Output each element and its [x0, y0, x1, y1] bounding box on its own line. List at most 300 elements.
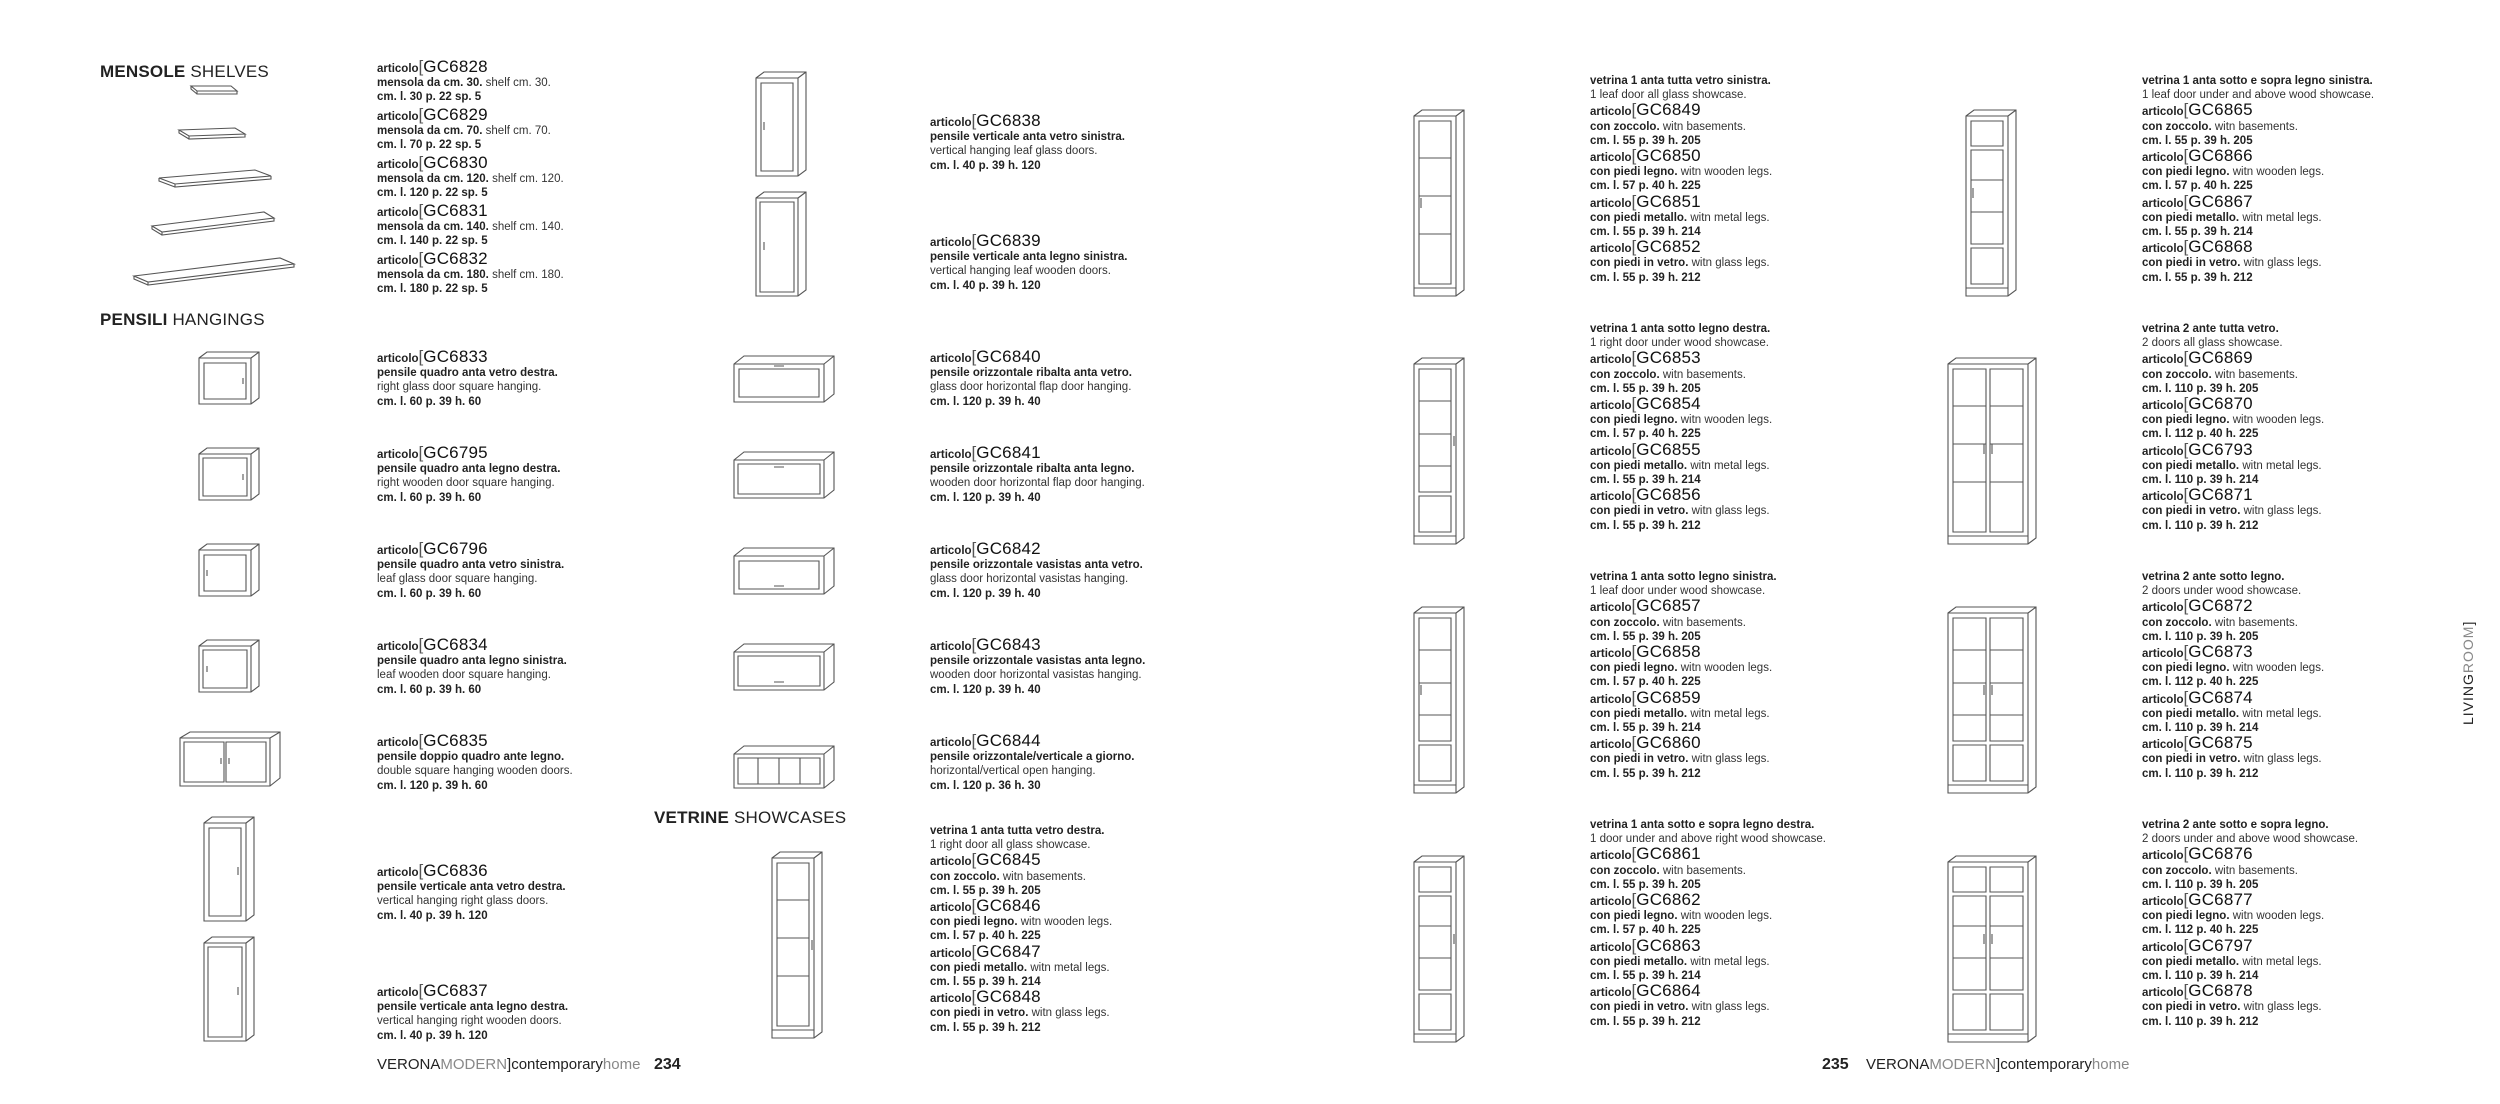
description-it: pensile verticale anta legno sinistra. [930, 251, 1128, 264]
description-it: con piedi in vetro. [1590, 505, 1689, 518]
article-code: GC6855 [1636, 439, 1701, 459]
description-en: leaf glass door square hanging. [377, 573, 538, 586]
article-prefix: articolo [2142, 648, 2184, 661]
showcase-entry [1590, 100, 1772, 148]
showcase-under-wood-left-drawing [1410, 605, 1470, 799]
article-prefix: articolo [2142, 491, 2184, 504]
group-title: vetrina 1 anta sotto legno sinistra. [1590, 571, 1777, 583]
article-code: GC6860 [1636, 733, 1701, 753]
bracket: [ [1631, 935, 1637, 955]
article-prefix: articolo [930, 353, 972, 365]
description-en: witn glass legs. [1688, 1001, 1770, 1014]
showcase-entry [1590, 439, 1772, 488]
dimensions: cm. l. 110 p. 39 h. 205 [2142, 630, 2259, 643]
bracket: [ [1631, 237, 1637, 257]
description-en: witn metal legs. [2239, 211, 2322, 224]
description-en: vertical hanging right wooden doors. [377, 1015, 562, 1028]
description-en: witn glass legs. [1028, 1007, 1110, 1020]
article-code: GC6859 [1636, 687, 1701, 707]
product-entry [377, 249, 564, 297]
shelf-70-drawing [175, 126, 265, 146]
group-subtitle: 1 leaf door under wood showcase. [1590, 585, 1766, 598]
shelf-180-drawing [130, 254, 300, 294]
description-it: pensile quadro anta legno destra. [377, 463, 561, 476]
showcase-glass-left-drawing [1410, 108, 1470, 302]
article-prefix: articolo [1590, 243, 1632, 256]
dimensions: cm. l. 60 p. 39 h. 60 [377, 683, 482, 696]
brand-verona: VERONA [377, 1056, 441, 1073]
article-code: GC6862 [1636, 890, 1701, 910]
description-it: con zoccolo. [2142, 368, 2212, 381]
article-code: GC6853 [1636, 348, 1701, 368]
description-en: witn glass legs. [2240, 505, 2322, 518]
article-code: GC6836 [423, 861, 488, 880]
description-en: witn wooden legs. [1677, 166, 1773, 179]
bracket: [ [1631, 191, 1637, 211]
bracket: [ [2183, 191, 2189, 211]
description-it: mensola da cm. 140. [377, 221, 489, 234]
article-prefix: articolo [1590, 648, 1632, 661]
bracket: [ [1631, 687, 1637, 707]
bracket: [ [418, 201, 424, 220]
showcase-entry [2142, 981, 2358, 1029]
description-it: con zoccolo. [2142, 616, 2212, 629]
article-prefix: articolo [930, 545, 972, 557]
bracket: [ [1631, 348, 1637, 368]
description-en: witn wooden legs. [1677, 662, 1773, 675]
article-prefix: articolo [1590, 602, 1632, 615]
bracket: [ [418, 347, 424, 366]
article-prefix: articolo [930, 737, 972, 749]
group-subtitle: 1 door under and above right wood showcase. [1590, 833, 1826, 846]
dimensions: cm. l. 120 p. 36 h. 30 [930, 779, 1041, 792]
description-it: con zoccolo. [930, 870, 1000, 883]
product-entry [377, 635, 567, 697]
section-title-bold: MENSOLE [100, 62, 186, 81]
description-en: witn basements. [2211, 616, 2298, 629]
article-prefix: articolo [377, 867, 419, 879]
description-en: witn wooden legs. [2229, 662, 2325, 675]
dimensions: cm. l. 55 p. 39 h. 212 [2142, 271, 2253, 284]
showcase-group [2142, 74, 2374, 285]
square-hanging-glass-left-drawing [195, 542, 265, 602]
bracket: [ [2183, 687, 2189, 707]
article-code: GC6842 [976, 539, 1041, 558]
description-it: con piedi metallo. [1590, 955, 1688, 968]
description-en: witn glass legs. [1688, 505, 1770, 518]
bracket: [ [2183, 844, 2189, 864]
description-en: shelf cm. 30. [482, 77, 551, 90]
vertical-hanging-wood-right-drawing [200, 935, 260, 1047]
article-code: GC6868 [2188, 237, 2253, 257]
description-en: witn basements. [1659, 120, 1746, 133]
description-it: con piedi in vetro. [930, 1007, 1029, 1020]
showcase-entry [2142, 642, 2325, 690]
showcase-entry [1590, 394, 1773, 442]
description-en: witn basements. [1659, 616, 1746, 629]
article-prefix: articolo [930, 117, 972, 129]
article-code: GC6872 [2188, 596, 2253, 616]
bracket: [ [1631, 844, 1637, 864]
article-code: GC6861 [1636, 844, 1701, 864]
bracket: [ [1631, 439, 1637, 459]
showcase-entry [2142, 596, 2324, 644]
product-entry [377, 347, 558, 409]
article-prefix: articolo [377, 353, 419, 365]
article-prefix: articolo [930, 902, 972, 915]
description-en: glass door horizontal flap door hanging. [930, 381, 1132, 394]
showcase-entry [2142, 687, 2324, 736]
description-en: vertical hanging leaf glass doors. [930, 145, 1098, 158]
article-prefix: articolo [1590, 152, 1632, 165]
dimensions: cm. l. 110 p. 39 h. 212 [2142, 767, 2259, 780]
product-entry [377, 201, 564, 249]
description-en: witn glass legs. [2240, 1001, 2322, 1014]
dimensions: cm. l. 60 p. 39 h. 60 [377, 587, 482, 600]
article-code: GC6851 [1636, 191, 1701, 211]
bracket: [ [971, 539, 977, 558]
showcase-group [2142, 322, 2324, 533]
product-entry [930, 635, 1146, 697]
group-title: vetrina 2 ante tutta vetro. [2142, 323, 2279, 335]
brand-home: home [602, 1056, 641, 1073]
article-code: GC6845 [976, 850, 1041, 870]
description-en: witn wooden legs. [2229, 166, 2325, 179]
bracket: [ [2183, 596, 2189, 616]
square-hanging-glass-right-drawing [195, 350, 265, 410]
bracket: [ [2183, 237, 2189, 257]
product-entry [377, 443, 561, 505]
article-prefix: articolo [377, 987, 419, 999]
dimensions: cm. l. 55 p. 39 h. 214 [2142, 226, 2253, 239]
showcase-entry [1590, 687, 1777, 736]
article-prefix: articolo [2142, 354, 2184, 367]
description-it: con piedi metallo. [2142, 707, 2240, 720]
description-it: con piedi metallo. [1590, 459, 1688, 472]
article-code: GC6838 [976, 111, 1041, 130]
article-prefix: articolo [2142, 152, 2184, 165]
description-it: con zoccolo. [1590, 864, 1660, 877]
description-en: shelf cm. 120. [488, 173, 564, 186]
product-entry [377, 861, 566, 923]
dimensions: cm. l. 55 p. 39 h. 212 [1590, 271, 1701, 284]
bracket: [ [971, 443, 977, 462]
dimensions: cm. l. 110 p. 39 h. 205 [2142, 878, 2259, 891]
description-en: witn metal legs. [1687, 211, 1770, 224]
article-prefix: articolo [1590, 197, 1632, 210]
description-it: pensile quadro anta vetro sinistra. [377, 559, 565, 572]
section-title-rest: SHOWCASES [729, 808, 847, 827]
description-it: con piedi metallo. [2142, 459, 2240, 472]
showcase-entry [2142, 485, 2324, 533]
product-entry [377, 57, 551, 105]
bracket: [ [1631, 981, 1637, 1001]
bracket: [ [971, 231, 977, 250]
bracket: [ [2183, 733, 2189, 753]
article-prefix: articolo [1590, 400, 1632, 413]
dimensions: cm. l. 40 p. 39 h. 120 [377, 909, 488, 922]
group-subtitle: 1 leaf door under and above wood showcase. [2142, 89, 2375, 102]
bracket: [ [971, 896, 977, 916]
showcase-entry [2142, 146, 2374, 194]
group-title: vetrina 2 ante sotto e sopra legno. [2142, 819, 2329, 831]
description-en: shelf cm. 140. [488, 221, 564, 234]
description-it: con zoccolo. [2142, 120, 2212, 133]
brand-home: home [2091, 1056, 2130, 1073]
showcase-entry [1590, 890, 1826, 938]
showcase-entry [2142, 844, 2358, 892]
brand-contemporary: ]contemporary [1996, 1056, 2092, 1073]
dimensions: cm. l. 55 p. 39 h. 205 [1590, 630, 1701, 643]
bracket: [ [1631, 642, 1637, 662]
article-prefix: articolo [2142, 106, 2184, 119]
description-en: witn basements. [1659, 368, 1746, 381]
article-code: GC6876 [2188, 844, 2253, 864]
description-it: pensile orizzontale ribalta anta legno. [930, 463, 1135, 476]
description-it: mensola da cm. 70. [377, 125, 483, 138]
bracket: [ [2183, 394, 2189, 414]
bracket: [ [2183, 935, 2189, 955]
article-code: GC6874 [2188, 687, 2253, 707]
bracket: [ [418, 635, 424, 654]
article-prefix: articolo [2142, 197, 2184, 210]
showcase-2-doors-under-above-wood-drawing [1944, 854, 2040, 1048]
description-en: witn wooden legs. [2229, 910, 2325, 923]
vertical-hanging-glass-left-drawing [752, 70, 812, 182]
dimensions: cm. l. 57 p. 40 h. 225 [2142, 180, 2253, 193]
brand-contemporary: ]contemporary [507, 1056, 603, 1073]
description-en: witn metal legs. [1687, 459, 1770, 472]
group-title: vetrina 1 anta tutta vetro sinistra. [1590, 75, 1771, 87]
description-it: pensile orizzontale ribalta anta vetro. [930, 367, 1132, 380]
dimensions: cm. l. 55 p. 39 h. 214 [930, 976, 1041, 989]
bracket: [ [1631, 146, 1637, 166]
description-it: con zoccolo. [1590, 616, 1660, 629]
description-it: con piedi legno. [1590, 166, 1678, 179]
showcase-group [1590, 818, 1826, 1029]
product-entry [377, 731, 573, 793]
product-entry [930, 539, 1143, 601]
article-code: GC6877 [2188, 890, 2253, 910]
bracket: [ [2183, 642, 2189, 662]
article-code: GC6840 [976, 347, 1041, 366]
article-code: GC6832 [423, 249, 488, 268]
dimensions: cm. l. 60 p. 39 h. 60 [377, 491, 482, 504]
description-it: con piedi legno. [2142, 166, 2230, 179]
article-prefix: articolo [1590, 445, 1632, 458]
dimensions: cm. l. 120 p. 39 h. 40 [930, 683, 1041, 696]
dimensions: cm. l. 57 p. 40 h. 225 [930, 930, 1041, 943]
description-it: con piedi metallo. [2142, 955, 2240, 968]
dimensions: cm. l. 57 p. 40 h. 225 [1590, 428, 1701, 441]
article-code: GC6857 [1636, 596, 1701, 616]
showcase-entry [2142, 100, 2374, 148]
article-prefix: articolo [930, 641, 972, 653]
horizontal-vasistas-glass-drawing [730, 546, 840, 600]
showcase-entry [930, 850, 1112, 898]
description-it: con piedi metallo. [2142, 211, 2240, 224]
dimensions: cm. l. 40 p. 39 h. 120 [930, 279, 1041, 292]
product-entry [377, 105, 551, 153]
horizontal-flap-glass-drawing [730, 354, 840, 408]
description-it: pensile verticale anta legno destra. [377, 1001, 569, 1014]
article-code: GC6878 [2188, 981, 2253, 1001]
group-subtitle: 1 right door all glass showcase. [930, 839, 1091, 852]
vertical-hanging-glass-right-drawing [200, 815, 260, 927]
bracket: [ [1631, 100, 1637, 120]
showcase-entry [1590, 146, 1773, 194]
description-it: pensile quadro anta legno sinistra. [377, 655, 567, 668]
section-title-rest: HANGINGS [167, 310, 265, 329]
description-it: con piedi legno. [2142, 910, 2230, 923]
description-en: wooden door horizontal vasistas hanging. [930, 669, 1142, 682]
showcase-entry [2142, 348, 2324, 396]
article-prefix: articolo [1590, 896, 1632, 909]
bracket: [ [418, 153, 424, 172]
section-title-shelves [100, 62, 269, 82]
description-it: con piedi legno. [1590, 910, 1678, 923]
product-entry [930, 731, 1135, 793]
dimensions: cm. l. 55 p. 39 h. 205 [1590, 878, 1701, 891]
description-it: con piedi legno. [1590, 414, 1678, 427]
showcase-entry [930, 941, 1112, 990]
article-code: GC6865 [2188, 100, 2253, 120]
article-prefix: articolo [377, 737, 419, 749]
description-it: pensile orizzontale vasistas anta legno. [930, 655, 1146, 668]
showcase-entry [2142, 439, 2324, 488]
group-title: vetrina 1 anta sotto legno destra. [1590, 323, 1771, 335]
dimensions: cm. l. 110 p. 39 h. 214 [2142, 970, 2259, 983]
showcase-under-wood-right-drawing [1410, 356, 1470, 550]
horizontal-vasistas-wood-drawing [730, 642, 840, 696]
showcase-glass-right-drawing [768, 850, 828, 1044]
description-en: witn wooden legs. [1017, 916, 1113, 929]
product-entry [377, 981, 569, 1043]
article-prefix: articolo [2142, 850, 2184, 863]
description-it: pensile verticale anta vetro destra. [377, 881, 566, 894]
description-en: double square hanging wooden doors. [377, 765, 573, 778]
showcase-entry [2142, 935, 2358, 984]
page-number-right: 235 [1822, 1056, 1849, 1073]
article-prefix: articolo [2142, 243, 2184, 256]
side-label-livingroom [2460, 621, 2476, 725]
description-it: con piedi metallo. [930, 961, 1028, 974]
product-entry [930, 111, 1125, 173]
brand-modern: MODERN [440, 1056, 508, 1073]
dimensions: cm. l. 55 p. 39 h. 212 [1590, 767, 1701, 780]
showcase-entry [1590, 733, 1777, 781]
bracket: [ [1631, 394, 1637, 414]
dimensions: cm. l. 40 p. 39 h. 120 [377, 1029, 488, 1042]
description-en: witn basements. [1659, 864, 1746, 877]
bracket: [ [2183, 485, 2189, 505]
article-code: GC6795 [423, 443, 488, 462]
description-en: witn basements. [2211, 864, 2298, 877]
showcase-entry [1590, 348, 1772, 396]
article-code: GC6850 [1636, 146, 1701, 166]
dimensions: cm. l. 70 p. 22 sp. 5 [377, 139, 482, 152]
article-code: GC6844 [976, 731, 1041, 750]
description-it: con piedi legno. [930, 916, 1018, 929]
group-subtitle: 1 leaf door all glass showcase. [1590, 89, 1747, 102]
description-it: pensile quadro anta vetro destra. [377, 367, 558, 380]
dimensions: cm. l. 60 p. 39 h. 60 [377, 395, 482, 408]
description-it: con piedi legno. [2142, 662, 2230, 675]
description-it: con piedi in vetro. [2142, 1001, 2241, 1014]
article-prefix: articolo [377, 63, 419, 75]
dimensions: cm. l. 55 p. 39 h. 205 [1590, 134, 1701, 147]
shelf-30-drawing [185, 84, 255, 100]
bracket: [ [418, 539, 424, 558]
dimensions: cm. l. 57 p. 40 h. 225 [1590, 676, 1701, 689]
showcase-group [2142, 818, 2358, 1029]
showcase-entry [1590, 935, 1826, 984]
description-en: witn basements. [2211, 368, 2298, 381]
dimensions: cm. l. 180 p. 22 sp. 5 [377, 283, 488, 296]
description-it: mensola da cm. 30. [377, 77, 483, 90]
dimensions: cm. l. 55 p. 39 h. 214 [1590, 970, 1701, 983]
article-prefix: articolo [2142, 693, 2184, 706]
article-code: GC6873 [2188, 642, 2253, 662]
description-it: mensola da cm. 120. [377, 173, 489, 186]
article-prefix: articolo [1590, 941, 1632, 954]
footer-brand-left [377, 1056, 640, 1073]
showcase-group [1590, 570, 1777, 781]
description-it: con piedi in vetro. [1590, 753, 1689, 766]
group-subtitle: 2 doors under wood showcase. [2142, 585, 2302, 598]
showcase-entry [930, 896, 1113, 944]
article-code: GC6848 [976, 987, 1041, 1007]
article-prefix: articolo [2142, 400, 2184, 413]
description-en: shelf cm. 70. [482, 125, 551, 138]
description-it: con piedi legno. [1590, 662, 1678, 675]
showcase-entry [1590, 844, 1826, 892]
article-code: GC6867 [2188, 191, 2253, 211]
side-label-living: LIVING [2460, 673, 2476, 725]
dimensions: cm. l. 110 p. 39 h. 212 [2142, 1015, 2259, 1028]
dimensions: cm. l. 120 p. 39 h. 40 [930, 491, 1041, 504]
article-prefix: articolo [930, 237, 972, 249]
article-prefix: articolo [377, 111, 419, 123]
bracket: [ [971, 941, 977, 961]
product-entry [930, 347, 1132, 409]
article-code: GC6833 [423, 347, 488, 366]
dimensions: cm. l. 57 p. 40 h. 225 [1590, 180, 1701, 193]
article-prefix: articolo [1590, 987, 1632, 1000]
dimensions: cm. l. 120 p. 39 h. 40 [930, 587, 1041, 600]
description-it: mensola da cm. 180. [377, 269, 489, 282]
side-label-room: ROOM [2460, 625, 2476, 674]
description-it: con zoccolo. [1590, 368, 1660, 381]
description-en: witn glass legs. [2240, 753, 2322, 766]
article-code: GC6854 [1636, 394, 1701, 414]
article-code: GC6864 [1636, 981, 1701, 1001]
bracket: [ [971, 987, 977, 1007]
article-code: GC6835 [423, 731, 488, 750]
showcase-entry [2142, 394, 2325, 442]
article-code: GC6793 [2188, 439, 2253, 459]
section-title-showcases [654, 808, 846, 828]
article-code: GC6829 [423, 105, 488, 124]
brand-modern: MODERN [1929, 1056, 1997, 1073]
description-it: con piedi legno. [2142, 414, 2230, 427]
article-prefix: articolo [2142, 739, 2184, 752]
group-subtitle: 2 doors under and above wood showcase. [2142, 833, 2359, 846]
bracket: [ [1631, 890, 1637, 910]
description-en: witn wooden legs. [1677, 910, 1773, 923]
description-en: witn metal legs. [2239, 955, 2322, 968]
description-it: con piedi in vetro. [2142, 753, 2241, 766]
